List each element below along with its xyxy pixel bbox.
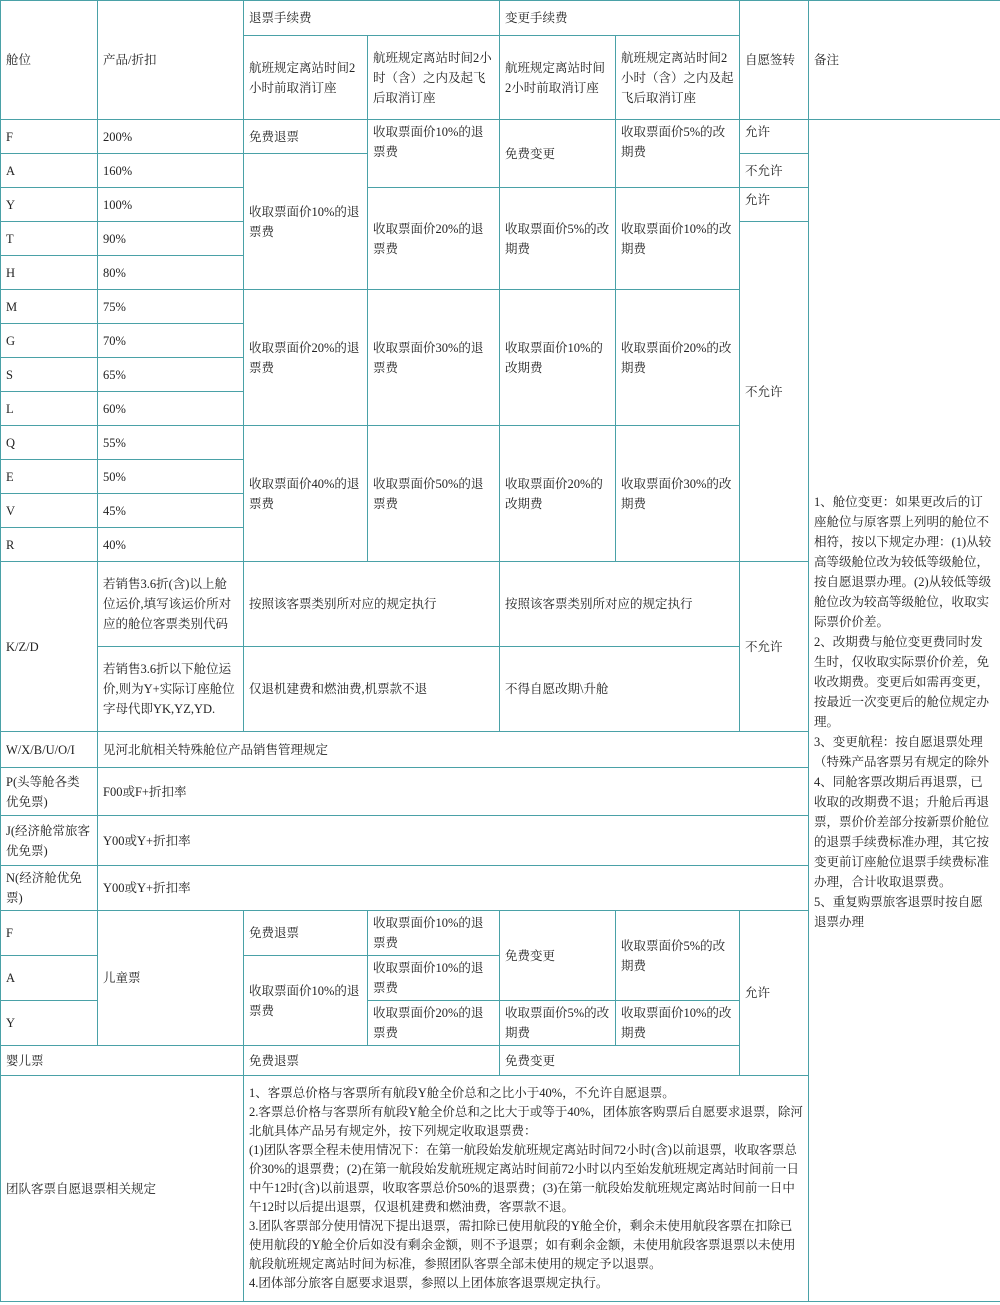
discount-cell: 80% bbox=[98, 256, 244, 290]
header-change-within-2h: 航班规定离站时间2小时（含）之内及起飞后取消订座 bbox=[616, 36, 740, 120]
header-change-fee: 变更手续费 bbox=[500, 1, 740, 36]
refund-before-cell: 免费退票 bbox=[244, 911, 368, 956]
header-endorse: 自愿签转 bbox=[740, 1, 809, 120]
discount-cell: 200% bbox=[98, 120, 244, 154]
discount-cell: 90% bbox=[98, 222, 244, 256]
n-rule: Y00或Y+折扣率 bbox=[98, 866, 809, 911]
infant-refund: 免费退票 bbox=[244, 1046, 500, 1076]
group-label: 团队客票自愿退票相关规定 bbox=[1, 1076, 244, 1302]
change-before-cell: 收取票面价5%的改期费 bbox=[500, 188, 616, 290]
header-change-before-2h: 航班规定离站时间2小时前取消订座 bbox=[500, 36, 616, 120]
kzd-rule-refund: 按照该客票类别所对应的规定执行 bbox=[244, 562, 500, 647]
cabin-cell: L bbox=[1, 392, 98, 426]
change-before-cell: 免费变更 bbox=[500, 120, 616, 188]
discount-cell: 160% bbox=[98, 154, 244, 188]
kzd-sale-below: 若销售3.6折以下舱位运价,则为Y+实际订座舱位字母代即YK,YZ,YD. bbox=[98, 647, 244, 732]
header-cabin: 舱位 bbox=[1, 1, 98, 120]
cabin-cell: A bbox=[1, 154, 98, 188]
refund-within-cell: 收取票面价50%的退票费 bbox=[368, 426, 500, 562]
endorse-cell: 允许 bbox=[740, 911, 809, 1076]
kzd-rule-change: 按照该客票类别所对应的规定执行 bbox=[500, 562, 740, 647]
kzd-refund-taxes: 仅退机建费和燃油费,机票款不退 bbox=[244, 647, 500, 732]
infant-label: 婴儿票 bbox=[1, 1046, 244, 1076]
cabin-cell: W/X/B/U/O/I bbox=[1, 732, 98, 768]
refund-within-cell: 收取票面价30%的退票费 bbox=[368, 290, 500, 426]
cabin-cell: P(头等舱各类优免票) bbox=[1, 768, 98, 816]
refund-within-cell: 收取票面价20%的退票费 bbox=[368, 188, 500, 290]
change-within-cell: 收取票面价30%的改期费 bbox=[616, 426, 740, 562]
refund-within-cell: 收取票面价20%的退票费 bbox=[368, 1001, 500, 1046]
refund-within-cell: 收取票面价10%的退票费 bbox=[368, 911, 500, 956]
kzd-sale-above: 若销售3.6折(含)以上舱位运价,填写该运价所对应的舱位客票类别代码 bbox=[98, 562, 244, 647]
change-before-cell: 免费变更 bbox=[500, 911, 616, 1001]
discount-cell: 60% bbox=[98, 392, 244, 426]
discount-cell: 55% bbox=[98, 426, 244, 460]
discount-cell: 100% bbox=[98, 188, 244, 222]
cabin-cell: K/Z/D bbox=[1, 562, 98, 732]
change-within-cell: 收取票面价5%的改期费 bbox=[616, 911, 740, 1001]
cabin-cell: S bbox=[1, 358, 98, 392]
header-refund-before-2h: 航班规定离站时间2小时前取消订座 bbox=[244, 36, 368, 120]
header-product: 产品/折扣 bbox=[98, 1, 244, 120]
cabin-cell: F bbox=[1, 120, 98, 154]
p-rule: F00或F+折扣率 bbox=[98, 768, 809, 816]
cabin-cell: Y bbox=[1, 1001, 98, 1046]
change-before-cell: 收取票面价10%的改期费 bbox=[500, 290, 616, 426]
cabin-cell: M bbox=[1, 290, 98, 324]
change-within-cell: 收取票面价10%的改期费 bbox=[616, 1001, 740, 1046]
cabin-cell: H bbox=[1, 256, 98, 290]
endorse-cell: 不允许 bbox=[740, 154, 809, 188]
cabin-cell: V bbox=[1, 494, 98, 528]
cabin-cell: F bbox=[1, 911, 98, 956]
change-within-cell: 收取票面价5%的改期费 bbox=[616, 120, 740, 188]
cabin-cell: Q bbox=[1, 426, 98, 460]
change-before-cell: 收取票面价5%的改期费 bbox=[500, 1001, 616, 1046]
cabin-cell: Y bbox=[1, 188, 98, 222]
change-within-cell: 收取票面价10%的改期费 bbox=[616, 188, 740, 290]
endorse-cell: 允许 bbox=[740, 188, 809, 222]
infant-change: 免费变更 bbox=[500, 1046, 740, 1076]
cabin-cell: G bbox=[1, 324, 98, 358]
discount-cell: 70% bbox=[98, 324, 244, 358]
discount-cell: 40% bbox=[98, 528, 244, 562]
discount-cell: 75% bbox=[98, 290, 244, 324]
header-refund-within-2h: 航班规定离站时间2小时（含）之内及起飞后取消订座 bbox=[368, 36, 500, 120]
special-rule: 见河北航相关特殊舱位产品销售管理规定 bbox=[98, 732, 809, 768]
refund-within-cell: 收取票面价10%的退票费 bbox=[368, 956, 500, 1001]
discount-cell: 65% bbox=[98, 358, 244, 392]
cabin-cell: T bbox=[1, 222, 98, 256]
cabin-cell: J(经济舱常旅客优免票) bbox=[1, 816, 98, 866]
header-remarks: 备注 bbox=[809, 1, 1000, 120]
change-before-cell: 收取票面价20%的改期费 bbox=[500, 426, 616, 562]
discount-cell: 45% bbox=[98, 494, 244, 528]
kzd-no-change: 不得自愿改期\升舱 bbox=[500, 647, 740, 732]
child-label: 儿童票 bbox=[98, 911, 244, 1046]
header-refund-fee: 退票手续费 bbox=[244, 1, 500, 36]
endorse-cell: 不允许 bbox=[740, 562, 809, 732]
endorse-cell: 允许 bbox=[740, 120, 809, 154]
refund-before-cell: 免费退票 bbox=[244, 120, 368, 154]
discount-cell: 50% bbox=[98, 460, 244, 494]
cabin-cell: R bbox=[1, 528, 98, 562]
group-rule: 1、客票总价格与客票所有航段Y舱全价总和之比小于40%，不允许自愿退票。 2.客票总价格与客票所有航段Y舱全价总和之比大于或等于40%，团体旅客购票后自愿要求退票，除河北航具体产品另有规定外，按下列规定收取退票费： (1)团队客票全程未使用情况下：在第一航段始发航班规定离站时间72小时(含)以前退票，收取客票总价30%的退票费；(2)在第一航段始发航班规定离站时间前72小时以内至始发航班规定离站时间前一日中午12时(含)以前退票，收取客票总价50%的退票费；(3)在第一航段始发航班规定离站时间前一日中午12时以后提出退票，仅退机建费和燃油费，客票款不退。 3.团队客票部分使用情况下提出退票，需扣除已使用航段的Y舱全价，剩余未使用航段客票在扣除已使用航段的Y舱全价后如没有剩余金额，则不予退票；如有剩余金额，未使用航段客票退票以未使用航段航班规定离站时间为标准，参照团队客票全部未使用的规定予以退票。 4.团体部分旅客自愿要求退票，参照以上团体旅客退票规定执行。 bbox=[244, 1076, 809, 1302]
refund-before-cell: 收取票面价10%的退票费 bbox=[244, 956, 368, 1046]
remarks-cell: 1、舱位变更：如果更改后的订座舱位与原客票上列明的舱位不相符，按以下规定办理：(1)从较高等级舱位改为较低等级舱位，按自愿退票办理。(2)从较低等级舱位改为较高等级舱位，收取实际票价价差。 2、改期费与舱位变更费同时发生时，仅收取实际票价价差，免收改期费。变更后如需再变更，按最近一次变更后的舱位规定办理。 3、变更航程：按自愿退票处理（特殊产品客票另有规定的除外 4、同舱客票改期后再退票，已收取的改期费不退；升舱后再退票，票价价差部分按新票价舱位的退票手续费标准办理，其它按变更前订座舱位退票手续费标准办理，合计收取退票费。 5、重复购票旅客退票时按自愿退票办理 bbox=[809, 120, 1000, 1302]
cabin-cell: N(经济舱优免票) bbox=[1, 866, 98, 911]
cabin-cell: A bbox=[1, 956, 98, 1001]
refund-before-cell: 收取票面价20%的退票费 bbox=[244, 290, 368, 426]
endorse-cell: 不允许 bbox=[740, 222, 809, 562]
change-within-cell: 收取票面价20%的改期费 bbox=[616, 290, 740, 426]
refund-before-cell: 收取票面价40%的退票费 bbox=[244, 426, 368, 562]
refund-within-cell: 收取票面价10%的退票费 bbox=[368, 120, 500, 188]
cabin-cell: E bbox=[1, 460, 98, 494]
j-rule: Y00或Y+折扣率 bbox=[98, 816, 809, 866]
refund-before-cell: 收取票面价10%的退票费 bbox=[244, 154, 368, 290]
